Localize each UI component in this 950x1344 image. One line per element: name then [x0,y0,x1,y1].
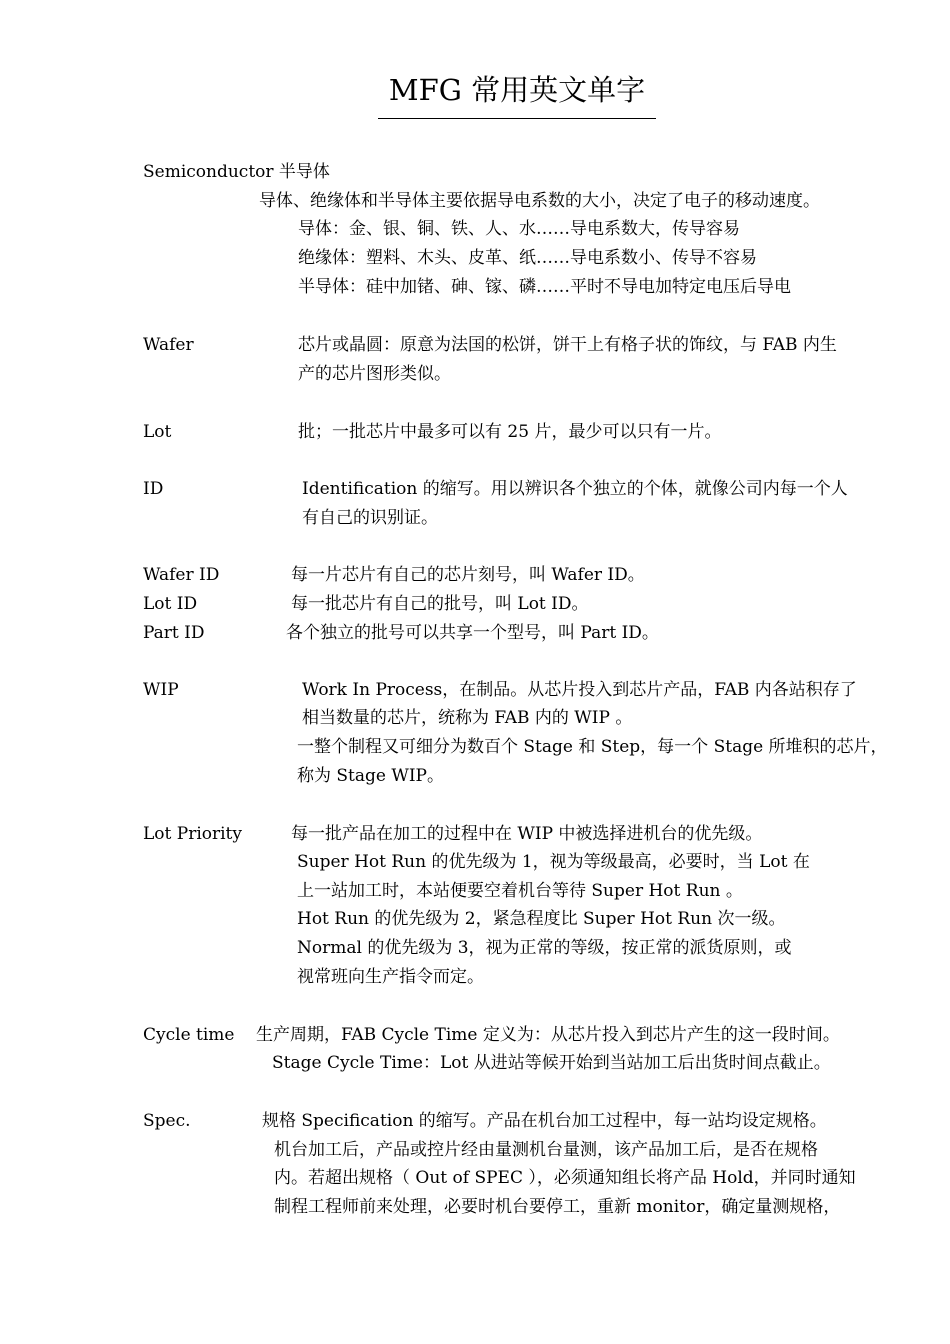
definition-line: 称为 Stage WIP。 [297,766,444,786]
definition-line: 导体、绝缘体和半导体主要依据导电系数的大小，决定了电子的移动速度。 [259,191,820,211]
definition-line: 上一站加工时，本站便要空着机台等待 Super Hot Run 。 [297,881,743,901]
definition-line: 有自己的识别证。 [302,508,438,528]
definition-line: 规格 Specification 的缩写。产品在机台加工过程中，每一站均设定规格。 [262,1111,827,1131]
definition-line: 芯片或晶圆：原意为法国的松饼，饼干上有格子状的饰纹，与 FAB 内生 [298,335,837,355]
definition-line: 内。若超出规格（ Out of SPEC ），必须通知组长将产品 Hold，并同时通知 [274,1168,856,1188]
definition-line: Identification 的缩写。用以辨识各个独立的个体，就像公司内每一个人 [302,479,848,499]
definition-line: Stage Cycle Time：Lot 从进站等候开始到当站加工后出货时间点截止。 [272,1053,831,1073]
page-title: MFG 常用英文单字 [378,70,656,119]
definition-line: 生产周期，FAB Cycle Time 定义为：从芯片投入到芯片产生的这一段时间。 [256,1025,840,1045]
term-wafer-id: Wafer ID [143,565,220,585]
term-semiconductor: Semiconductor 半导体 [143,162,330,182]
definition-line: 每一批产品在加工的过程中在 WIP 中被选择进机台的优先级。 [291,824,763,844]
definition-line: 一整个制程又可细分为数百个 Stage 和 Step，每一个 Stage 所堆积的芯片， [297,737,888,757]
term-spec: Spec. [143,1111,191,1131]
term-lot: Lot [143,422,172,442]
term-lot-id: Lot ID [143,594,198,614]
definition-line: 机台加工后，产品或控片经由量测机台量测，该产品加工后，是否在规格 [274,1140,818,1160]
term-wip: WIP [143,680,179,700]
definition-line: Super Hot Run 的优先级为 1，视为等级最高，必要时，当 Lot 在 [297,852,810,872]
definition-line: Work In Process，在制品。从芯片投入到芯片产品，FAB 内各站积存了 [302,680,857,700]
term-wafer: Wafer [143,335,194,355]
term-cycle-time: Cycle time [143,1025,235,1045]
definition-line: 绝缘体：塑料、木头、皮革、纸……导电系数小、传导不容易 [298,248,757,268]
definition-line: Hot Run 的优先级为 2，紧急程度比 Super Hot Run 次一级。 [297,909,786,929]
definition-line: 批；一批芯片中最多可以有 25 片，最少可以只有一片。 [298,422,722,442]
definition-line: Normal 的优先级为 3，视为正常的等级，按正常的派货原则，或 [297,938,792,958]
definition-line: 制程工程师前来处理，必要时机台要停工，重新 monitor，确定量测规格， [274,1197,841,1217]
definition-line: 各个独立的批号可以共享一个型号，叫 Part ID。 [286,623,659,643]
term-lot-priority: Lot Priority [143,824,242,844]
term-id: ID [143,479,164,499]
term-part-id: Part ID [143,623,205,643]
definition-line: 导体：金、银、铜、铁、人、水……导电系数大，传导容易 [298,219,740,239]
definition-line: 相当数量的芯片，统称为 FAB 内的 WIP 。 [302,708,633,728]
definition-line: 视常班向生产指令而定。 [297,967,484,987]
definition-line: 产的芯片图形类似。 [298,364,451,384]
definition-line: 半导体：硅中加锗、砷、镓、磷……平时不导电加特定电压后导电 [298,277,791,297]
definition-line: 每一片芯片有自己的芯片刻号，叫 Wafer ID。 [291,565,645,585]
definition-line: 每一批芯片有自己的批号，叫 Lot ID。 [291,594,589,614]
